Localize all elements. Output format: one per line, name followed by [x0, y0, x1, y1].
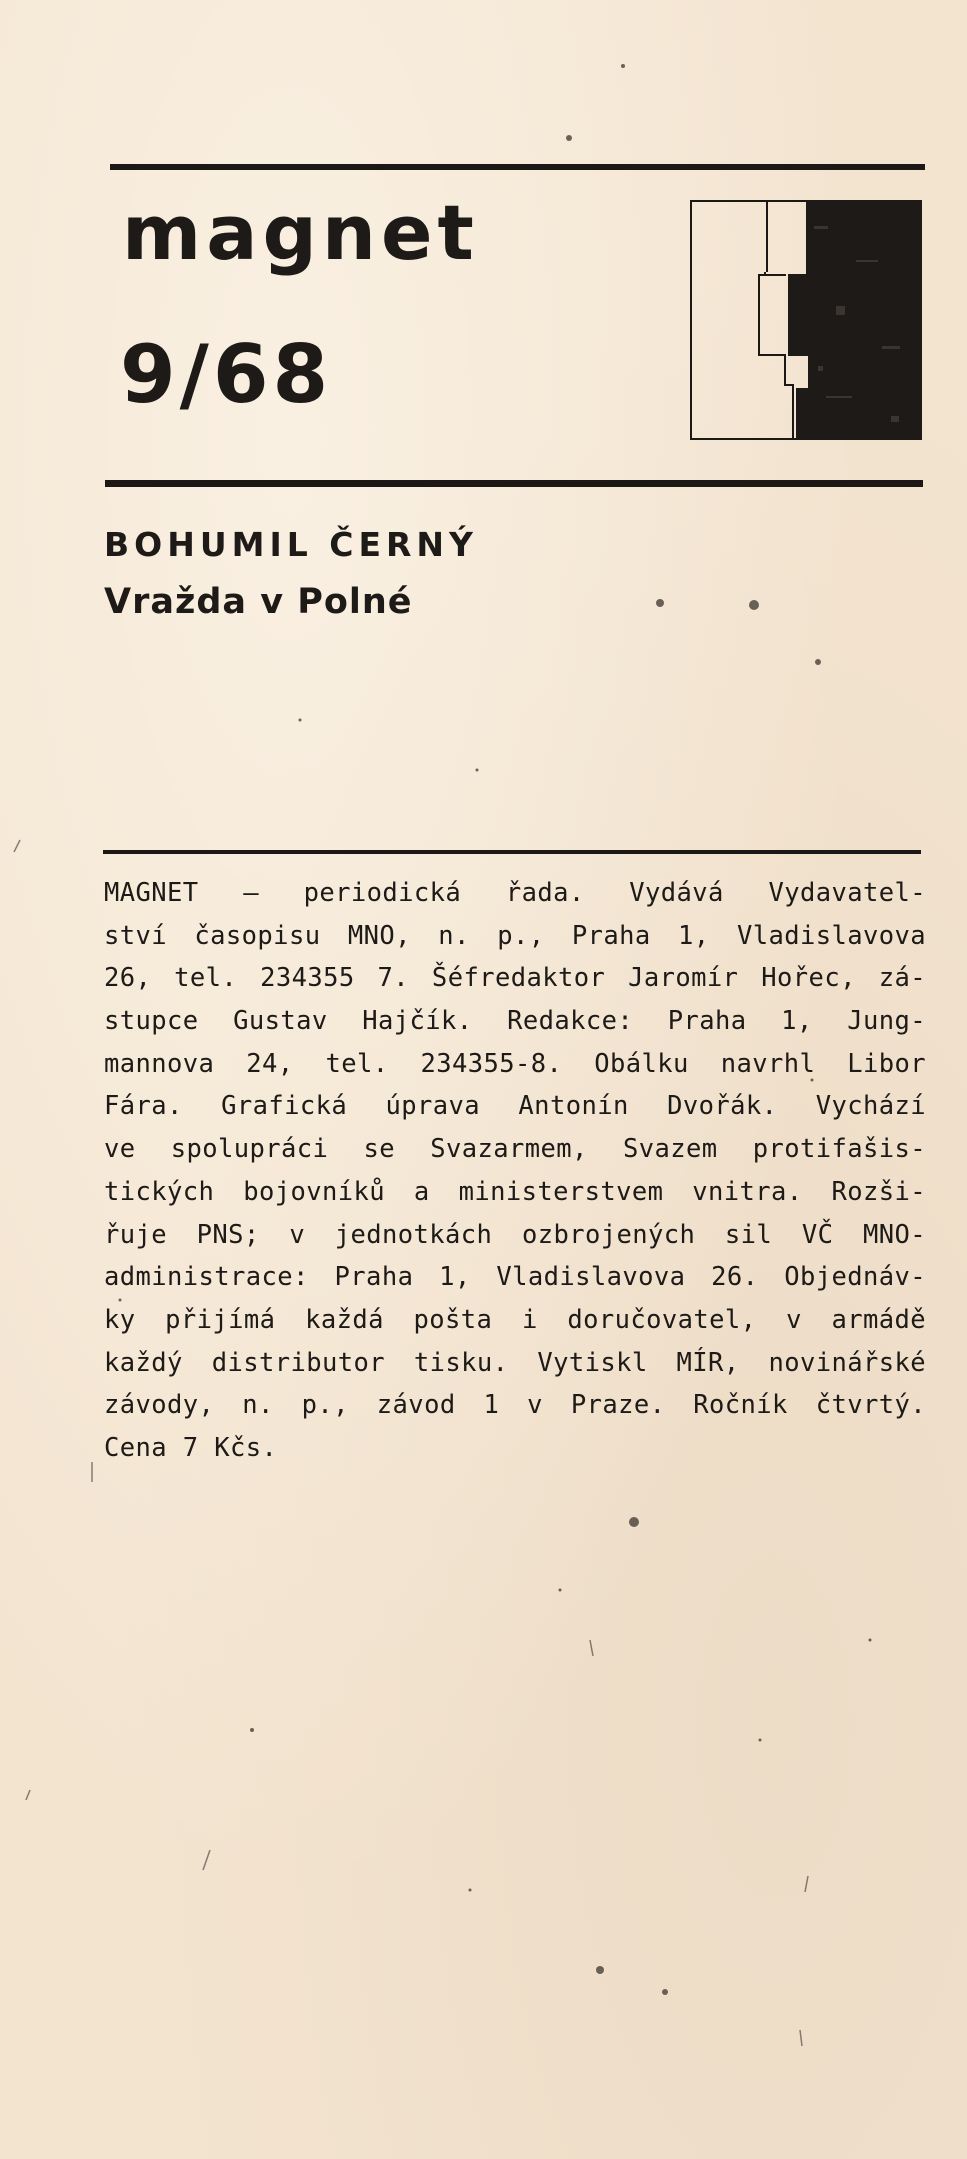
colophon-line: ky přijímá každá pošta i doručovatel, v armádě [104, 1304, 926, 1335]
top-rule [110, 164, 925, 170]
book-title: Vražda v Polné [104, 582, 413, 622]
magnet-logo-icon [686, 196, 926, 444]
colophon-line: stupce Gustav Hajčík. Redakce: Praha 1, Jung- [104, 1006, 926, 1037]
colophon-line: MAGNET — periodická řada. Vydává Vydavatel- [104, 878, 926, 908]
colophon-line: ve spolupráci se Svazarmem, Svazem protifašis- [104, 1134, 926, 1165]
issue-number: 9/68 [120, 328, 333, 421]
colophon-line: tických bojovníků a ministerstvem vnitra. Rozši- [104, 1176, 926, 1207]
colophon-line: administrace: Praha 1, Vladislavova 26. Objednáv- [104, 1262, 926, 1293]
colophon [104, 872, 926, 1470]
colophon-line: 26, tel. 234355 7. Šéfredaktor Jaromír Hořec, zá- [104, 963, 926, 994]
colophon-line: závody, n. p., závod 1 v Praze. Ročník čtvrtý. [104, 1390, 926, 1421]
colophon-line: každý distributor tisku. Vytiskl MÍR, novinářské [104, 1347, 926, 1378]
magazine-title: magnet [122, 188, 479, 277]
author-name: BOHUMIL ČERNÝ [104, 525, 478, 564]
colophon-line: mannova 24, tel. 234355-8. Obálku navrhl Libor [104, 1048, 926, 1079]
colophon-line: řuje PNS; v jednotkách ozbrojených sil VČ MNO- [104, 1219, 926, 1250]
colophon-line: Fára. Grafická úprava Antonín Dvořák. Vychází [104, 1091, 926, 1122]
lower-rule [103, 850, 921, 854]
colophon-line: ství časopisu MNO, n. p., Praha 1, Vladislavova [104, 920, 926, 951]
middle-rule [105, 480, 923, 487]
colophon-line: Cena 7 Kčs. [104, 1432, 278, 1463]
